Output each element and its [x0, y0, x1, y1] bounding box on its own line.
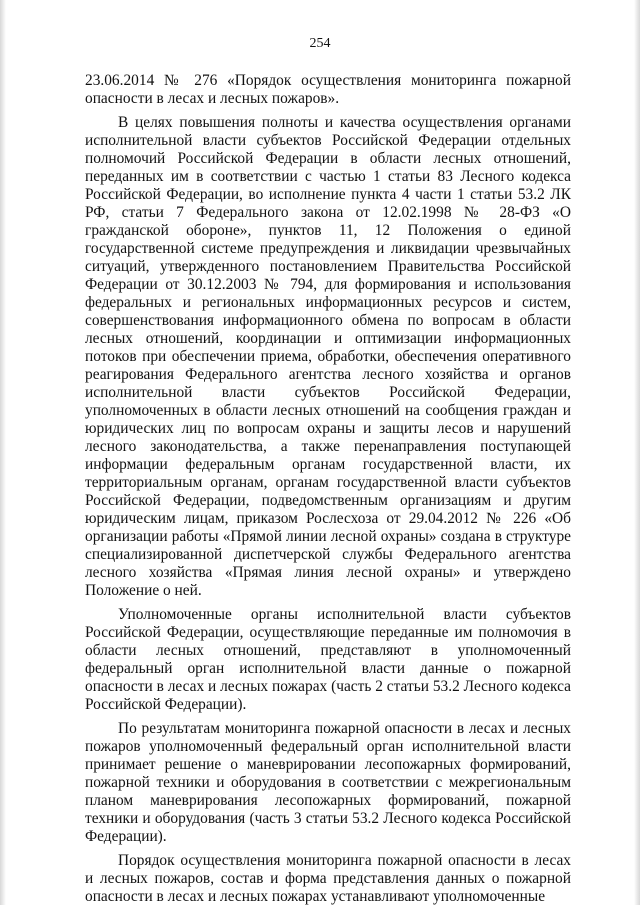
document-body	[85, 72, 571, 912]
paragraph-continuation: 23.06.2014 № 276 «Порядок осуществления мониторинга пожарной опасности в лесах и лесных пожаров».	[85, 72, 571, 107]
paragraph-authorized-bodies: Уполномоченные органы исполнительной власти субъектов Российской Федерации, осуществляющие переданные им полномочия в области лесных отношений, представляют в уполномоченный федеральный орган исполнительной власти данные о пожарной опасности в лесах и лесных пожарах (часть 2 статьи 53.2 Лесного кодекса Российской Федерации).	[85, 606, 571, 713]
scan-edge-right	[634, 0, 640, 905]
paragraph-monitoring-procedure: Порядок осуществления мониторинга пожарной опасности в лесах и лесных пожаров, состав и форма представления данных о пожарной опасности в лесах и лесных пожарах устанавливают уполномоченные	[85, 852, 571, 905]
page-number: 254	[309, 36, 331, 51]
scan-edge-left	[0, 0, 6, 905]
paragraph-direct-line-forest-guard: В целях повышения полноты и качества осуществления органами исполнительной власти субъектов Российской Федерации отдельных полномочий Российской Федерации в области лесных отношений, переданных им в соответствии с частью 1 статьи 83 Лесного кодекса Российской Федерации, во исполнение пункта 4 части 1 статьи 53.2 ЛК РФ, статьи 7 Федерального закона от 12.02.1998 № 28-ФЗ «О гражданской обороне», пунктов 11, 12 Положения о единой государственной системе предупреждения и ликвидации чрезвычайных ситуаций, утвержденного постановлением Правительства Российской Федерации от 30.12.2003 № 794, для формирования и использования федеральных и региональных информационных ресурсов и систем, совершенствования информационного обмена по вопросам в области лесных отношений, координации и оптимизации информационных потоков при обеспечении приема, обработки, обеспечения оперативного реагирования Федерального агентства лесного хозяйства и органов исполнительной власти субъектов Российской Федерации, уполномоченных в области лесных отношений на сообщения граждан и юридических лиц по вопросам охраны и защиты лесов и нарушений лесного законодательства, а также перенаправления поступающей информации федеральным органам государственной власти, их территориальным органам, органам государственной власти субъектов Российской Федерации, подведомственным организациям и другим юридическим лицам, приказом Рослесхоза от 29.04.2012 № 226 «Об организации работы «Прямой линии лесной охраны» создана в структуре специализированной диспетчерской службы Федерального агентства лесного хозяйства «Прямая линия лесной охраны» и утверждено Положение о ней.	[85, 114, 571, 599]
paragraph-monitoring-results: По результатам мониторинга пожарной опасности в лесах и лесных пожаров уполномоченный федеральный орган исполнительной власти принимает решение о маневрировании лесопожарных формирований, пожарной техники и оборудования в соответствии с межрегиональным планом маневрирования лесопожарных формирований, пожарной техники и оборудования (часть 3 статьи 53.2 Лесного кодекса Российской Федерации).	[85, 720, 571, 845]
